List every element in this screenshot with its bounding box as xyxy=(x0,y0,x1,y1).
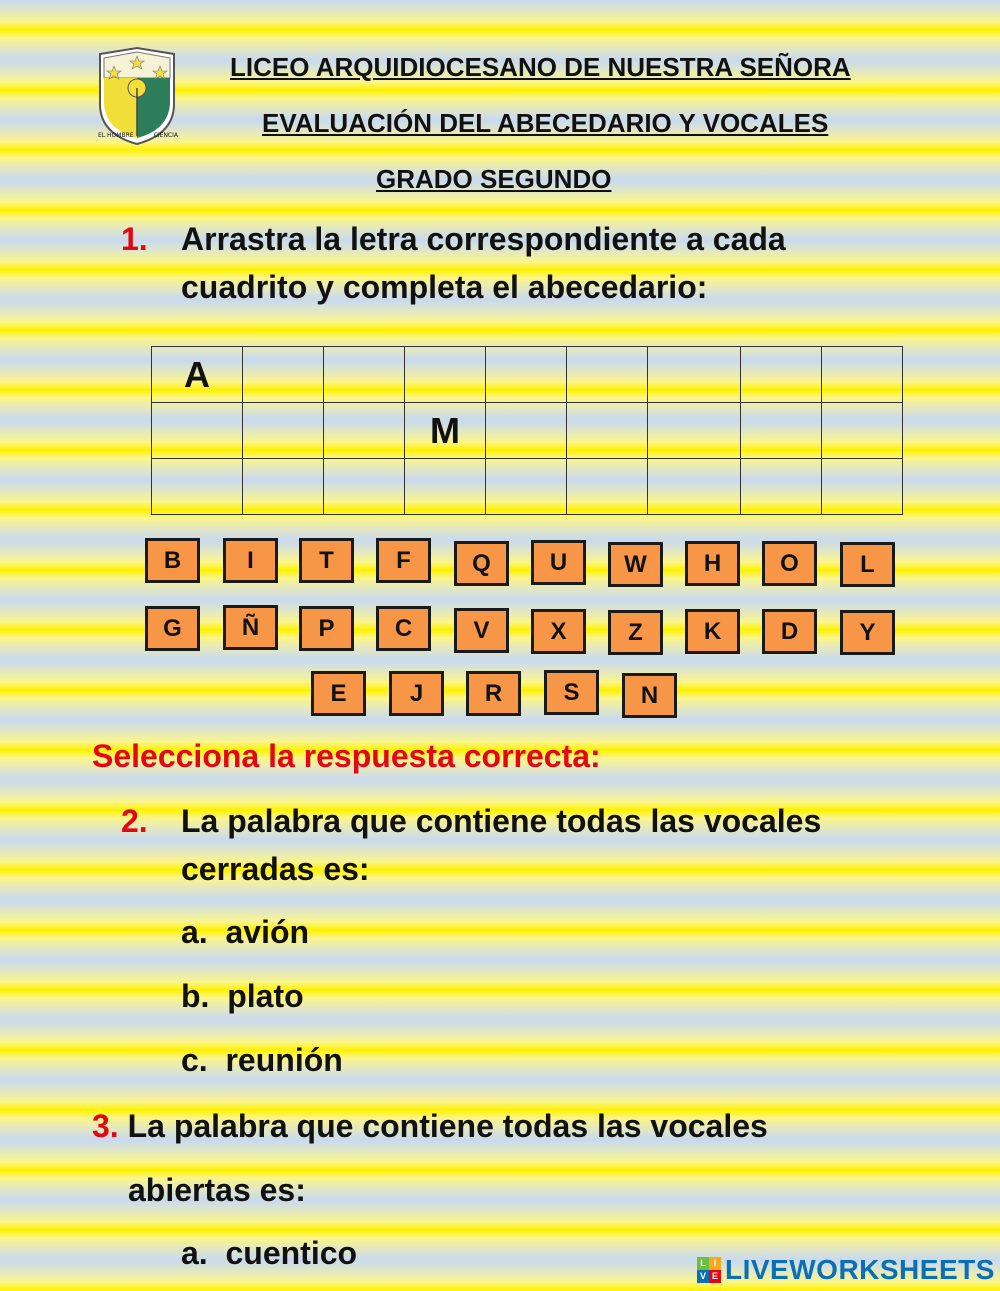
letter-tile[interactable]: E xyxy=(311,671,366,716)
grid-cell[interactable] xyxy=(648,403,741,459)
grid-cell[interactable] xyxy=(486,347,567,403)
section-title: Selecciona la respuesta correcta: xyxy=(92,738,601,774)
letter-tile[interactable]: G xyxy=(145,606,200,651)
option-text: avión xyxy=(225,914,310,950)
brand-badge-icon: L I V E xyxy=(697,1257,721,1283)
answer-option[interactable] xyxy=(181,914,309,951)
grid-cell[interactable] xyxy=(567,347,648,403)
question-2-text: La palabra que contiene todas las vocales cerradas es: xyxy=(181,803,822,887)
grid-cell[interactable] xyxy=(648,459,741,515)
grid-cell[interactable] xyxy=(243,403,324,459)
grid-cell[interactable] xyxy=(567,403,648,459)
letter-tile[interactable]: Y xyxy=(840,610,895,655)
grid-cell[interactable] xyxy=(822,347,903,403)
grid-cell[interactable] xyxy=(822,403,903,459)
question-1-text: Arrastra la letra correspondiente a cada cuadrito y completa el abecedario: xyxy=(181,221,786,305)
question-3-text-line2: abiertas es: xyxy=(128,1172,306,1208)
letter-tile[interactable]: J xyxy=(389,671,444,716)
grid-cell[interactable] xyxy=(648,347,741,403)
letter-tile[interactable]: L xyxy=(840,542,895,587)
option-letter: c. xyxy=(181,1042,208,1078)
grid-cell[interactable] xyxy=(324,347,405,403)
letter-tile[interactable]: T xyxy=(299,538,354,583)
letter-tile[interactable]: I xyxy=(223,538,278,583)
option-text: plato xyxy=(227,978,304,1014)
answer-option[interactable] xyxy=(181,1235,357,1272)
grid-cell[interactable] xyxy=(152,403,243,459)
crest-motto xyxy=(98,132,178,139)
letter-tile[interactable]: X xyxy=(531,609,586,654)
option-letter: a. xyxy=(181,914,208,950)
question-3-number: 3. xyxy=(92,1108,119,1144)
letter-tile[interactable]: S xyxy=(544,670,599,715)
alphabet-grid xyxy=(151,346,903,515)
letter-tile[interactable]: P xyxy=(299,606,354,651)
question-2-number: 2. xyxy=(121,803,148,839)
option-text: cuentico xyxy=(225,1235,358,1271)
grid-row xyxy=(152,403,903,459)
letter-tile[interactable]: N xyxy=(622,673,677,718)
school-crest xyxy=(92,44,182,150)
grid-cell[interactable] xyxy=(567,459,648,515)
letter-tile[interactable]: D xyxy=(762,609,817,654)
question-3-text-line1: La palabra que contiene todas las vocales xyxy=(127,1108,768,1144)
grid-cell[interactable] xyxy=(324,459,405,515)
grid-cell[interactable]: A xyxy=(152,347,243,403)
letter-tile[interactable]: F xyxy=(376,538,431,583)
crest-motto-right: CIENCIA xyxy=(153,132,178,139)
liveworksheets-logo xyxy=(697,1254,995,1286)
grid-cell[interactable] xyxy=(822,459,903,515)
brand-name: LIVEWORKSHEETS xyxy=(725,1254,995,1285)
grid-cell[interactable] xyxy=(405,347,486,403)
grade-title: GRADO SEGUNDO xyxy=(376,164,612,194)
grid-cell[interactable] xyxy=(324,403,405,459)
grid-cell[interactable] xyxy=(152,459,243,515)
grid-cell[interactable]: M xyxy=(405,403,486,459)
grid-cell[interactable] xyxy=(486,459,567,515)
letter-tile[interactable]: B xyxy=(145,538,200,583)
letter-tile[interactable]: C xyxy=(376,606,431,651)
grid-cell[interactable] xyxy=(741,403,822,459)
answer-option[interactable] xyxy=(181,1042,343,1079)
school-title: LICEO ARQUIDIOCESANO DE NUESTRA SEÑORA xyxy=(230,52,851,82)
letter-tile[interactable]: H xyxy=(685,541,740,586)
option-letter: b. xyxy=(181,978,210,1014)
letter-tile[interactable]: V xyxy=(454,608,509,653)
letter-tile[interactable]: U xyxy=(531,540,586,585)
answer-option[interactable] xyxy=(181,978,304,1015)
letter-tile[interactable]: O xyxy=(762,541,817,586)
grid-cell[interactable] xyxy=(741,347,822,403)
question-3 xyxy=(92,1102,768,1150)
grid-cell[interactable] xyxy=(243,347,324,403)
letter-tile[interactable]: Q xyxy=(454,541,509,586)
letter-tile[interactable]: Ñ xyxy=(223,605,278,650)
option-text: reunión xyxy=(225,1042,343,1078)
letter-tile[interactable]: W xyxy=(608,542,663,587)
grid-cell[interactable] xyxy=(741,459,822,515)
question-1-number: 1. xyxy=(121,221,148,257)
letter-tile[interactable]: Z xyxy=(608,610,663,655)
letter-tile[interactable]: R xyxy=(466,671,521,716)
letter-tile[interactable]: K xyxy=(685,609,740,654)
grid-cell[interactable] xyxy=(405,459,486,515)
evaluation-title: EVALUACIÓN DEL ABECEDARIO Y VOCALES xyxy=(262,108,829,138)
grid-row xyxy=(152,347,903,403)
grid-cell[interactable] xyxy=(486,403,567,459)
grid-row xyxy=(152,459,903,515)
crest-motto-left: EL HOMBRE xyxy=(98,132,134,139)
option-letter: a. xyxy=(181,1235,208,1271)
grid-cell[interactable] xyxy=(243,459,324,515)
